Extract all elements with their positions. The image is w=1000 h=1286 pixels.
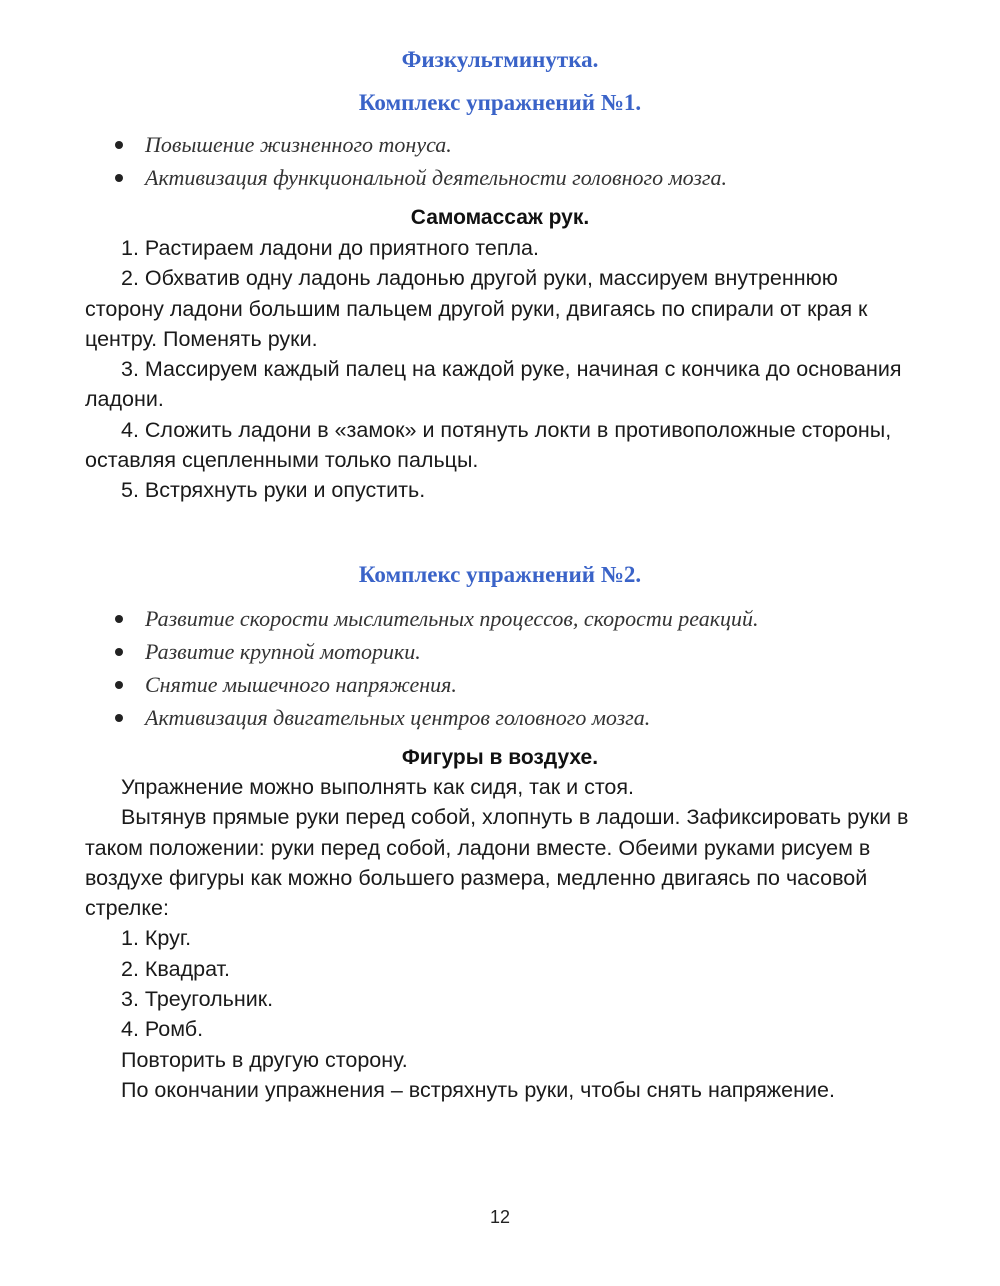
step-item: 3. Массируем каждый палец на каждой руке, начиная с кончика до основания ладони.: [85, 357, 902, 412]
bullet-icon: [115, 714, 123, 722]
goal-text: Развитие скорости мыслительных процессов, скорости реакций.: [145, 606, 759, 631]
figure-item: 1. Круг.: [121, 926, 192, 951]
ending-text: По окончании упражнения – встряхнуть руки, чтобы снять напряжение.: [121, 1077, 835, 1102]
step-item: 2. Обхватив одну ладонь ладонью другой руки, массируем внутреннюю сторону ладони большим пальцем другой руки, двигаясь по спирали от края к центру. Поменять руки.: [85, 266, 868, 351]
goal-item: [110, 701, 759, 734]
page-number: 12: [489, 1207, 511, 1227]
exercise-1-steps: [85, 233, 915, 506]
bullet-icon: [115, 681, 123, 689]
goal-item: [110, 128, 727, 161]
goal-text: Повышение жизненного тонуса.: [145, 132, 452, 157]
goal-text: Снятие мышечного напряжения.: [145, 672, 457, 697]
goal-item: [110, 161, 727, 194]
exercise-2-title: Фигуры в воздухе.: [401, 746, 599, 769]
bullet-icon: [115, 141, 123, 149]
figure-item: 4. Ромб.: [121, 1017, 204, 1042]
complex-1-goals: [110, 128, 727, 194]
step-item: 5. Встряхнуть руки и опустить.: [121, 478, 426, 503]
exercise-2-body: [85, 772, 915, 1105]
instruction-text: Вытянув прямые руки перед собой, хлопнуть в ладоши. Зафиксировать руки в таком положении: руки перед собой, ладони вместе. Обеими руками рисуем в воздухе фигуры как можно большего размера, медленно двигаясь по часовой стрелке:: [85, 805, 909, 921]
complex-2-goals: [110, 602, 759, 734]
goal-item: [110, 668, 759, 701]
exercise-1-title: Самомассаж рук.: [410, 206, 590, 229]
page-title: Физкультминутка.: [401, 47, 599, 72]
repeat-text: Повторить в другую сторону.: [121, 1047, 408, 1072]
bullet-icon: [115, 615, 123, 623]
figure-item: 3. Треугольник.: [121, 987, 274, 1012]
bullet-icon: [115, 174, 123, 182]
goal-text: Активизация двигательных центров головного мозга.: [145, 705, 651, 730]
goal-item: [110, 635, 759, 668]
figure-item: 2. Квадрат.: [121, 956, 230, 981]
goal-item: [110, 602, 759, 635]
goal-text: Развитие крупной моторики.: [145, 639, 421, 664]
intro-text: Упражнение можно выполнять как сидя, так и стоя.: [121, 775, 635, 799]
complex-1-title: Комплекс упражнений №1.: [358, 90, 642, 115]
bullet-icon: [115, 648, 123, 656]
step-item: 4. Сложить ладони в «замок» и потянуть локти в противоположные стороны, оставляя сцепленными только пальцы.: [85, 417, 892, 473]
complex-2-title: Комплекс упражнений №2.: [358, 562, 642, 587]
step-item: 1. Растираем ладони до приятного тепла.: [121, 236, 539, 260]
goal-text: Активизация функциональной деятельности головного мозга.: [145, 165, 728, 190]
